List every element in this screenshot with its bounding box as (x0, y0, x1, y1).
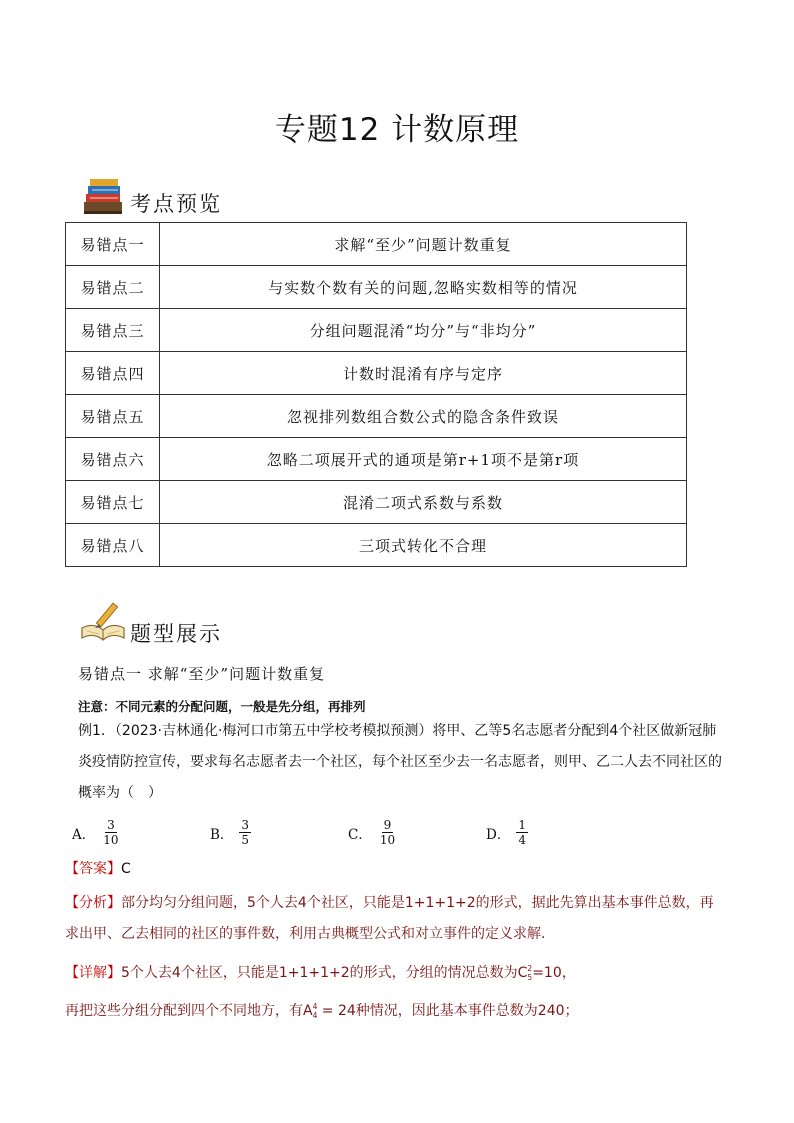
detail-line-2 (65, 996, 725, 1027)
table-row (66, 438, 687, 481)
books-icon (78, 172, 128, 218)
option-fraction (378, 818, 397, 847)
detail-text-1: 5个人去4个社区，只能是1+1+1+2的形式，分组的情况总数为C (121, 965, 528, 981)
option-letter: A． (72, 826, 96, 843)
combination-sub: 5 (527, 973, 533, 982)
row-key: 易错点五 (66, 395, 160, 438)
row-value: 混淆二项式系数与系数 (160, 481, 687, 524)
option-letter: C． (348, 826, 372, 843)
row-key: 易错点一 (66, 223, 160, 266)
option-fraction (239, 818, 251, 847)
note-text: 注意：不同元素的分配问题，一般是先分组，再排列 (78, 699, 366, 714)
row-value: 分组问题混淆“均分”与“非均分” (160, 309, 687, 352)
table-row (66, 395, 687, 438)
option-letter: D． (486, 826, 511, 843)
answer-line (65, 858, 131, 878)
error-point-subheading: 易错点一 求解“至少”问题计数重复 (78, 665, 326, 683)
table-row (66, 352, 687, 395)
notebook-pencil-icon (78, 598, 128, 644)
option-c (348, 818, 397, 847)
permutation-sup: 4 (312, 1002, 318, 1011)
option-fraction (101, 818, 120, 847)
detail-tag: 【详解】 (65, 965, 121, 981)
row-value: 忽略二项展开式的通项是第r+1项不是第r项 (160, 438, 687, 481)
row-value: 计数时混淆有序与定序 (160, 352, 687, 395)
table-row (66, 481, 687, 524)
analysis-tag: 【分析】 (65, 895, 121, 911)
row-key: 易错点七 (66, 481, 160, 524)
option-fraction (516, 818, 528, 847)
example-question: 例1．（2023·吉林通化·梅河口市第五中学校考模拟预测）将甲、乙等5名志愿者分配到4个社区做新冠肺炎疫情防控宣传，要求每名志愿者去一个社区，每个社区至少去一名志愿者，则甲、乙二人去不同社区的概率为（ ） (78, 723, 722, 801)
row-key: 易错点四 (66, 352, 160, 395)
option-d (486, 818, 528, 847)
detail-line-1 (65, 958, 725, 989)
permutation-sub: 4 (312, 1011, 318, 1020)
answer-options (72, 818, 632, 852)
row-key: 易错点六 (66, 438, 160, 481)
detail-text-2-end: = 24种情况，因此基本事件总数为240； (317, 1003, 579, 1019)
row-value: 与实数个数有关的问题,忽略实数相等的情况 (160, 266, 687, 309)
combination-sup: 2 (527, 964, 533, 973)
section-overview-heading: 考点预览 (130, 192, 222, 216)
denominator: 4 (518, 833, 526, 847)
page-title: 专题12 计数原理 (274, 112, 520, 148)
row-key: 易错点二 (66, 266, 160, 309)
table-row (66, 223, 687, 266)
section-types-heading: 题型展示 (130, 622, 222, 646)
option-b (210, 818, 251, 847)
answer-tag: 【答案】 (65, 861, 121, 877)
numerator: 3 (107, 818, 115, 832)
numerator: 9 (383, 818, 392, 832)
table-row (66, 309, 687, 352)
denominator: 5 (241, 833, 250, 847)
row-value: 三项式转化不合理 (160, 524, 687, 567)
row-key: 易错点三 (66, 309, 160, 352)
option-letter: B． (210, 826, 234, 843)
denominator: 10 (379, 833, 396, 847)
detail-text-1-end: =10， (532, 965, 576, 981)
table-row (66, 524, 687, 567)
error-points-table (65, 222, 687, 567)
row-key: 易错点八 (66, 524, 160, 567)
table-row (66, 266, 687, 309)
numerator: 1 (518, 818, 526, 832)
detail-text-2: 再把这些分组分配到四个不同地方，有A (65, 1003, 313, 1019)
option-a (72, 818, 121, 847)
answer-value: C (121, 861, 131, 877)
denominator: 10 (103, 833, 119, 847)
analysis-paragraph (65, 888, 725, 950)
numerator: 3 (241, 818, 250, 832)
analysis-text: 部分均匀分组问题，5个人去4个社区，只能是1+1+1+2的形式，据此先算出基本事件总数，再求出甲、乙去相同的社区的事件数，利用古典概型公式和对立事件的定义求解. (65, 895, 714, 942)
row-value: 求解“至少”问题计数重复 (160, 223, 687, 266)
row-value: 忽视排列数组合数公式的隐含条件致误 (160, 395, 687, 438)
